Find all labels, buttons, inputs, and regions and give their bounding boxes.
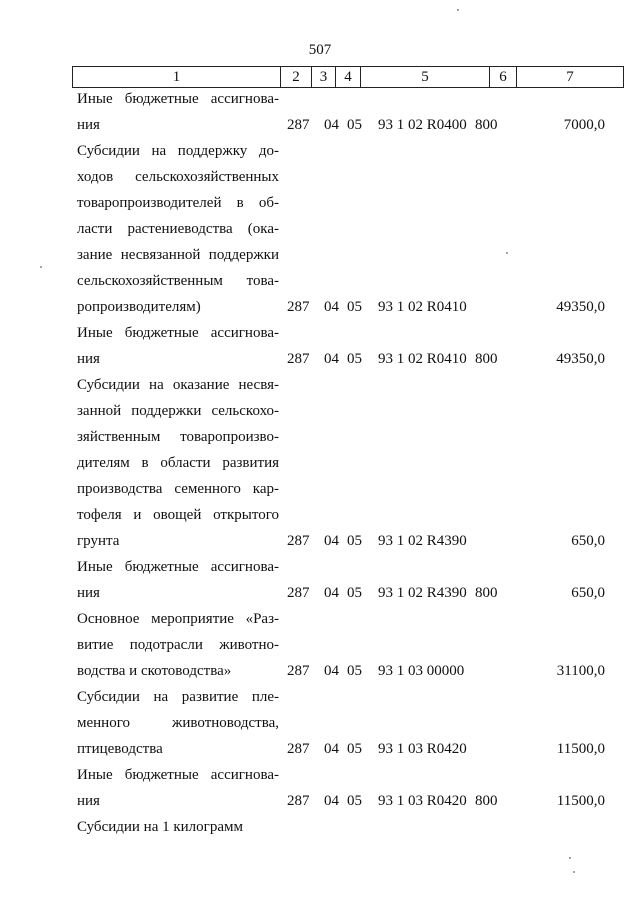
row-pr: 05 [347,663,362,679]
row-values [0,580,640,606]
row-rz: 04 [324,585,339,601]
row-pr: 05 [347,741,362,757]
row-csr: 93 1 03 00000 [378,663,465,679]
row-name-line: Субсидии на оказание несвя- [77,377,279,393]
scan-speck [573,871,575,873]
row-name-line: ходов сельскохозяйственных [77,169,279,185]
row-name-line: ния [77,117,100,133]
row-name [77,138,279,320]
row-ved: 287 [287,741,310,757]
row-sum: 11500,0 [556,793,605,809]
row-name-line: занной поддержки сельскохо- [77,403,279,419]
row-sum: 7000,0 [563,117,605,133]
column-header-table [72,66,624,88]
row-name-line: зяйственным товаропроизво- [77,429,279,445]
row-name-line: Иные бюджетные ассигнова- [77,767,279,783]
row-values [0,814,640,840]
column-header-row [73,67,624,88]
table-row [0,554,640,606]
row-name-line: Иные бюджетные ассигнова- [77,91,279,107]
row-vr: 800 [475,585,498,601]
row-pr: 05 [347,793,362,809]
row-name-line: птицеводства [77,741,163,757]
row-values [0,346,640,372]
row-pr: 05 [347,299,362,315]
row-name-line: грунта [77,533,120,549]
row-csr: 93 1 03 R0420 [378,741,467,757]
row-vr: 800 [475,793,498,809]
row-rz: 04 [324,117,339,133]
row-pr: 05 [347,351,362,367]
row-name-line: менного животноводства, [77,715,279,731]
row-name-line: сельскохозяйственным това- [77,273,279,289]
row-name-line: Основное мероприятие «Раз- [77,611,279,627]
row-values [0,294,640,320]
row-ved: 287 [287,533,310,549]
row-name-line: зание несвязанной поддержки [77,247,279,263]
row-ved: 287 [287,299,310,315]
row-name-line: витие подотрасли животно- [77,637,279,653]
row-name-line: Субсидии на поддержку до- [77,143,279,159]
row-name-line: тофеля и овощей открытого [77,507,279,523]
row-sum: 11500,0 [556,741,605,757]
row-name-line: дителям в области развития [77,455,279,471]
column-header-rz: 3 [312,67,336,88]
row-name-line: Иные бюджетные ассигнова- [77,325,279,341]
column-header-pr: 4 [336,67,361,88]
row-vr: 800 [475,351,498,367]
row-csr: 93 1 02 R4390 [378,585,467,601]
row-ved: 287 [287,351,310,367]
row-csr: 93 1 02 R0410 [378,351,467,367]
row-name-line: ния [77,585,100,601]
row-name-line: ния [77,793,100,809]
scan-speck [40,266,42,268]
scan-speck [457,9,459,11]
row-rz: 04 [324,533,339,549]
row-csr: 93 1 02 R4390 [378,533,467,549]
page-number: 507 [308,42,332,58]
row-rz: 04 [324,351,339,367]
table-row [0,320,640,372]
column-header-name: 1 [73,67,281,88]
scan-speck [506,252,508,254]
column-header-sum: 7 [517,67,624,88]
column-header-ved: 2 [281,67,312,88]
row-csr: 93 1 03 R0420 [378,793,467,809]
row-values [0,528,640,554]
row-rz: 04 [324,793,339,809]
row-name-line: Иные бюджетные ассигнова- [77,559,279,575]
table-row [0,762,640,814]
row-name-line: ропроизводителям) [77,299,201,315]
row-name-line: водства и скотоводства» [77,663,232,679]
row-csr: 93 1 02 R0400 [378,117,467,133]
table-row [0,814,640,840]
row-name [77,372,279,554]
table-row [0,86,640,138]
row-rz: 04 [324,299,339,315]
row-ved: 287 [287,793,310,809]
row-sum: 31100,0 [556,663,605,679]
row-sum: 49350,0 [556,299,605,315]
row-name-line: ласти растениеводства (ока- [77,221,279,237]
scan-speck [569,857,571,859]
table-row [0,684,640,762]
row-sum: 650,0 [571,585,605,601]
row-values [0,788,640,814]
column-header-vr: 6 [490,67,517,88]
row-name-line: Субсидии на развитие пле- [77,689,279,705]
row-vr: 800 [475,117,498,133]
row-name-line: ния [77,351,100,367]
row-values [0,112,640,138]
row-ved: 287 [287,585,310,601]
row-values [0,736,640,762]
row-name-line: Субсидии на 1 килограмм [77,819,243,835]
budget-table-body [0,86,640,840]
row-name-line: производства семенного кар- [77,481,279,497]
row-ved: 287 [287,117,310,133]
row-sum: 650,0 [571,533,605,549]
row-rz: 04 [324,663,339,679]
table-row [0,138,640,320]
row-pr: 05 [347,585,362,601]
row-rz: 04 [324,741,339,757]
table-row [0,372,640,554]
row-ved: 287 [287,663,310,679]
row-name-line: товаропроизводителей в об- [77,195,279,211]
row-csr: 93 1 02 R0410 [378,299,467,315]
row-pr: 05 [347,533,362,549]
row-pr: 05 [347,117,362,133]
table-row [0,606,640,684]
row-sum: 49350,0 [556,351,605,367]
row-values [0,658,640,684]
column-header-csr: 5 [361,67,490,88]
